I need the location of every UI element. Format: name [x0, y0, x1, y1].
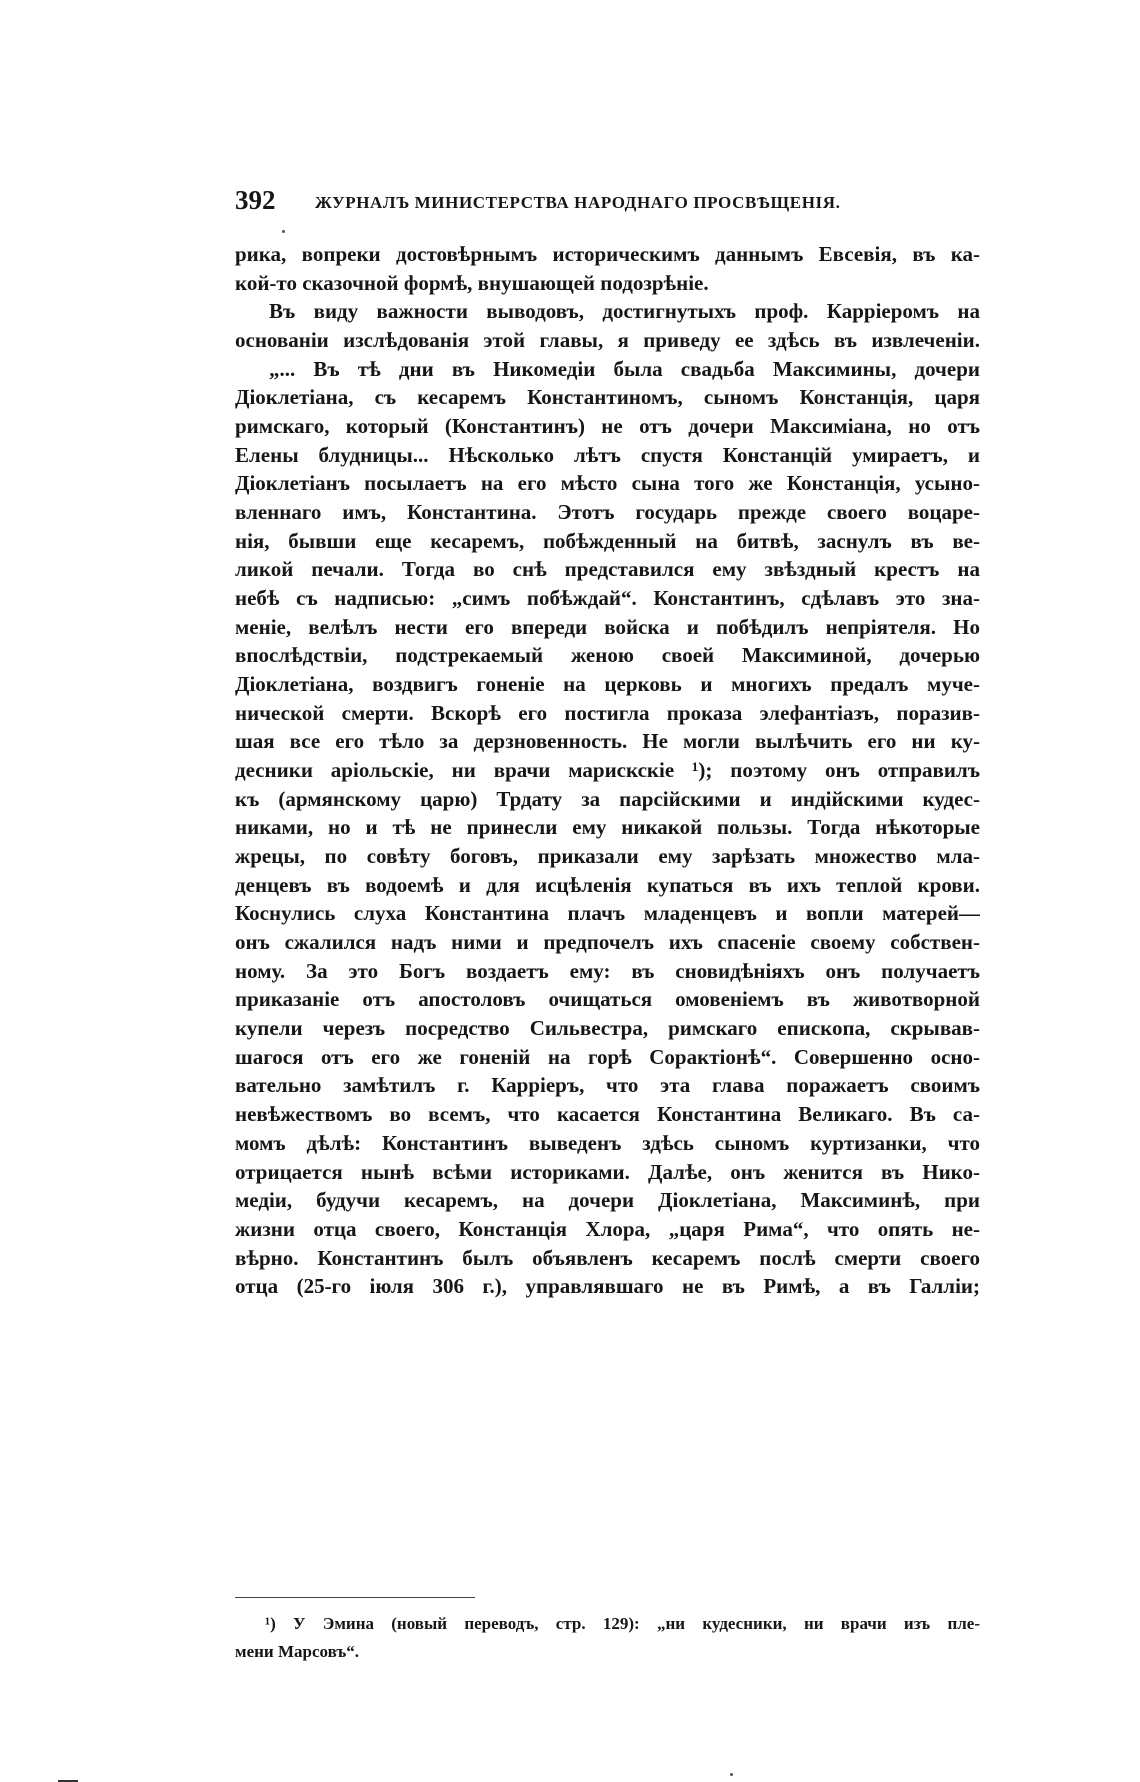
text-line: нія, бывши еще кесаремъ, побѣжденный на битвѣ, заснулъ въ ве-: [235, 528, 980, 553]
text-line: къ (армянскому царю) Трдату за парсійскими и индійскими кудес-: [235, 786, 980, 811]
text-line: Діоклетіанъ посылаетъ на его мѣсто сына того же Констанція, усыно-: [235, 471, 980, 496]
text-line: вленнаго имъ, Константина. Этотъ государь прежде своего воцаре-: [235, 500, 980, 525]
text-line: момъ дѣлѣ: Константинъ выведенъ здѣсь сыномъ куртизанки, что: [235, 1130, 980, 1155]
text-line: меніе, велѣлъ нести его впереди войска и побѣдилъ непріятеля. Но: [235, 614, 980, 639]
text-line: Діоклетіана, воздвигъ гоненіе на церковь и многихъ предалъ муче-: [235, 672, 980, 697]
footnote-line: мени Марсовъ“.: [235, 1642, 360, 1661]
text-line: вѣрно. Константинъ былъ объявленъ кесаремъ послѣ смерти своего: [235, 1245, 980, 1270]
text-line: жизни отца своего, Констанція Хлора, „царя Рима“, что опять не-: [235, 1216, 980, 1241]
footnote-divider: [235, 1597, 475, 1598]
text-line: отца (25-го іюля 306 г.), управлявшаго не въ Римѣ, а въ Галліи;: [235, 1274, 980, 1299]
text-line: жрецы, по совѣту боговъ, приказали ему зарѣзать множество мла-: [235, 844, 980, 869]
page-header: [235, 185, 980, 215]
text-line: нической смерти. Вскорѣ его постигла проказа элефантіазъ, поразив-: [235, 700, 980, 725]
text-line: медіи, будучи кесаремъ, на дочери Діоклетіана, Максиминѣ, при: [235, 1188, 980, 1213]
text-line: приказаніе отъ апостоловъ очищаться омовеніемъ въ животворной: [235, 987, 980, 1012]
text-line: кой-то сказочной формѣ, внушающей подозрѣніе.: [235, 270, 709, 295]
text-line: шагося отъ его же гоненій на горѣ Сорактіонѣ“. Совершенно осно-: [235, 1044, 980, 1069]
footnotes: [235, 1610, 980, 1666]
text-line: никами, но и тѣ не принесли ему никакой пользы. Тогда нѣкоторые: [235, 815, 980, 840]
text-line: впослѣдствіи, подстрекаемый женою своей Максиминой, дочерью: [235, 643, 980, 668]
text-line: римскаго, который (Константинъ) не отъ дочери Максиміана, но отъ: [235, 414, 980, 439]
text-line: купели черезъ посредство Сильвестра, римскаго епископа, скрывав-: [235, 1016, 980, 1041]
text-line: отрицается нынѣ всѣми историками. Далѣе, онъ женится въ Нико-: [235, 1159, 980, 1184]
print-speck: [282, 230, 285, 233]
text-line: „... Въ тѣ дни въ Никомедіи была свадьба Максимины, дочери: [269, 356, 980, 381]
text-line: вательно замѣтилъ г. Карріеръ, что эта глава поражаетъ своимъ: [235, 1073, 980, 1098]
text-line: шая все его тѣло за дерзновенность. Не могли вылѣчить его ни ку-: [235, 729, 980, 754]
running-title: ЖУРНАЛЪ МИНИСТЕРСТВА НАРОДНАГО ПРОСВѢЩЕНІЯ.: [315, 193, 841, 212]
text-line: Діоклетіана, съ кесаремъ Константиномъ, сыномъ Констанція, царя: [235, 385, 980, 410]
text-line: ному. За это Богъ воздаетъ ему: въ сновидѣніяхъ онъ получаетъ: [235, 958, 980, 983]
page-number: 392: [235, 185, 276, 215]
body-text: [235, 240, 980, 1301]
text-line: денцевъ въ водоемѣ и для исцѣленія купаться въ ихъ теплой крови.: [235, 872, 980, 897]
text-line: основаніи изслѣдованія этой главы, я приведу ее здѣсь въ извлеченіи.: [235, 328, 980, 353]
text-line: небѣ съ надписью: „симъ побѣждай“. Константинъ, сдѣлавъ это зна-: [235, 586, 980, 611]
footnote-line: ¹) У Эмина (новый переводъ, стр. 129): „ни кудесники, ни врачи изъ пле-: [265, 1614, 980, 1633]
text-line: ликой печали. Тогда во снѣ представился ему звѣздный крестъ на: [235, 557, 980, 582]
text-line: Въ виду важности выводовъ, достигнутыхъ проф. Карріеромъ на: [269, 299, 980, 324]
text-line: онъ сжалился надъ ними и предпочелъ ихъ спасеніе своему собствен-: [235, 930, 980, 955]
text-line: Коснулись слуха Константина плачъ младенцевъ и вопли матерей—: [235, 901, 980, 926]
text-line: невѣжествомъ во всемъ, что касается Константина Великаго. Въ са-: [235, 1102, 980, 1127]
text-line: десники аріольскіе, ни врачи марискскіе ¹); поэтому онъ отправилъ: [235, 758, 980, 783]
text-line: рика, вопреки достовѣрнымъ историческимъ даннымъ Евсевія, въ ка-: [235, 242, 980, 266]
print-speck: [730, 1773, 733, 1776]
text-line: Елены блудницы... Нѣсколько лѣтъ спустя Констанцій умираетъ, и: [235, 442, 980, 467]
